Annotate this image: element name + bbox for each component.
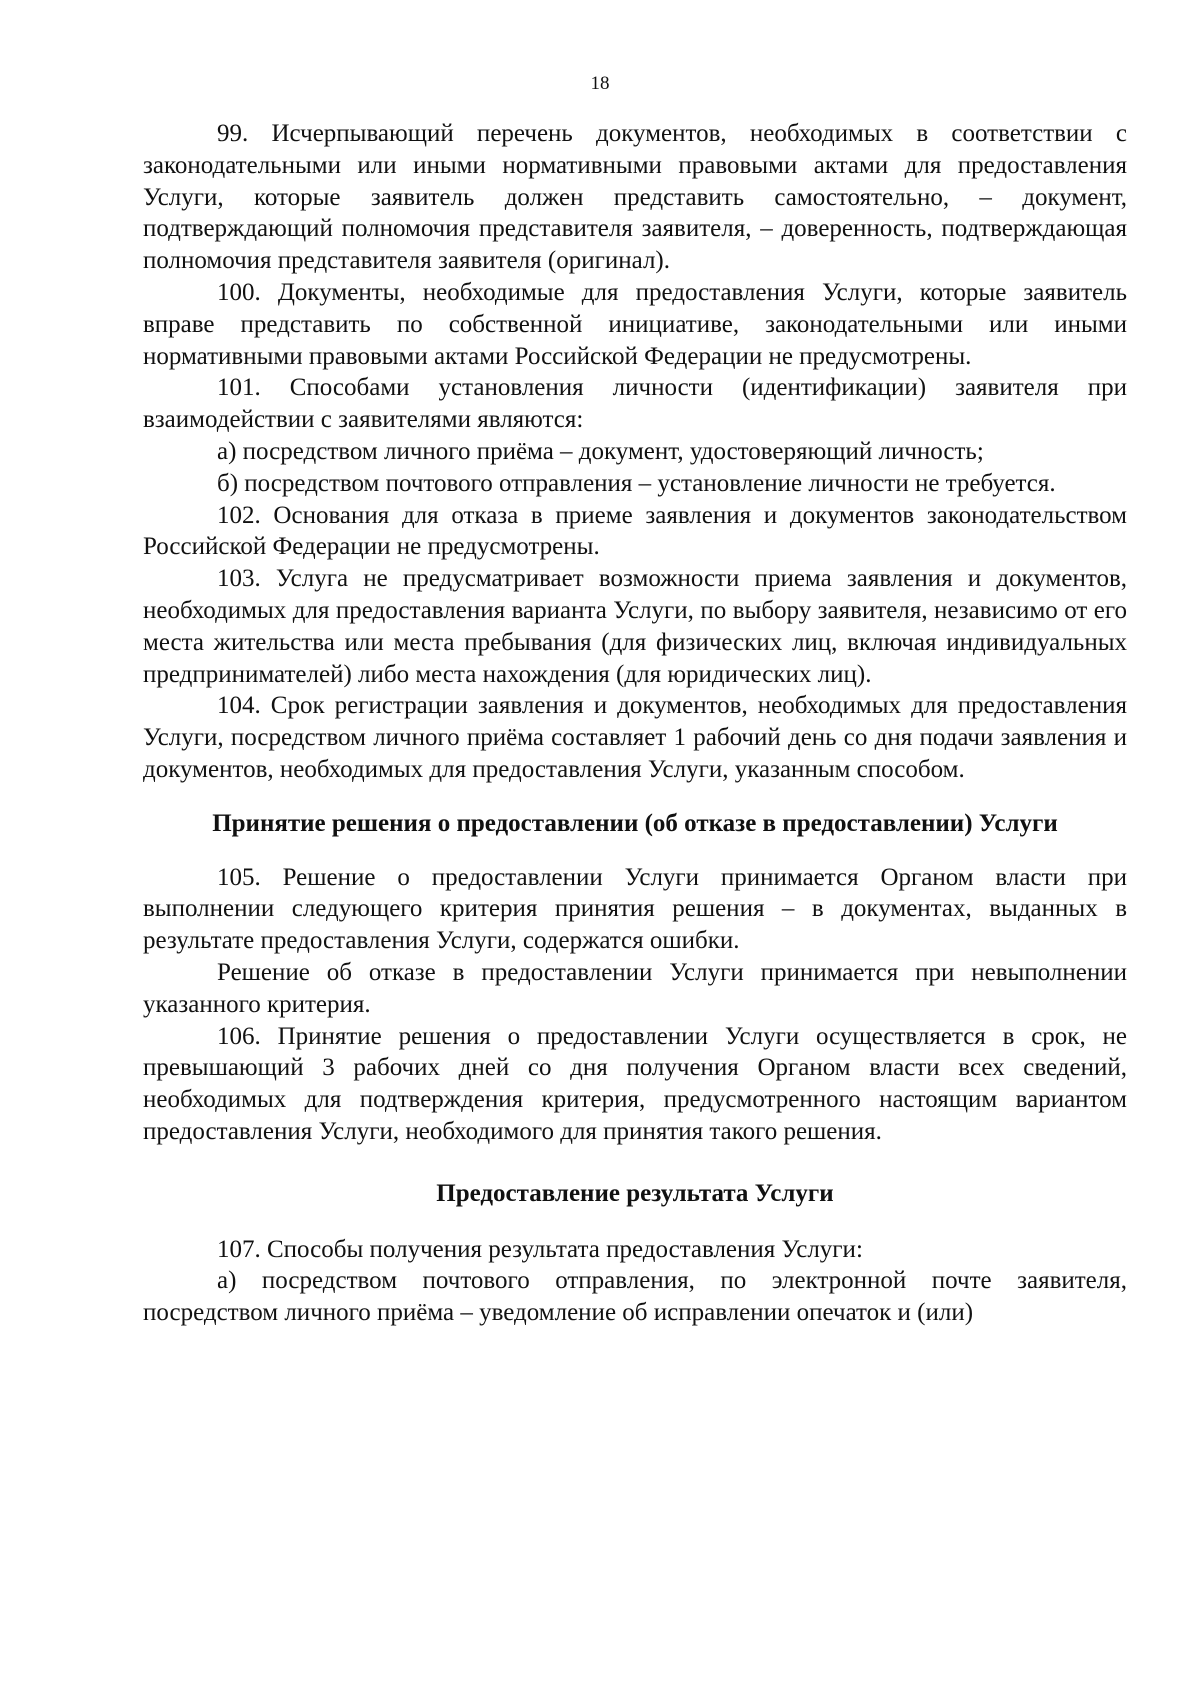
section-heading-decision: Принятие решения о предоставлении (об отказе в предоставлении) Услуги [212, 809, 1058, 837]
page-number: 18 [590, 73, 610, 94]
paragraph-103: 103. Услуга не предусматривает возможности приема заявления и документов, необходимых для предоставления варианта Услуги, по выбору заявителя, независимо от его места жительства или места пребывания (для физических лиц, включая индивидуальных предпринимателей) либо места нахождения (для юридических лиц). [143, 565, 1127, 688]
paragraph-99: 99. Исчерпывающий перечень документов, необходимых в соответствии с законодательными или иными нормативными правовыми актами для предоставления Услуги, которые заявитель должен представить самостоятельно, – документ, подтверждающий полномочия представителя заявителя, – доверенность, подтверждающая полномочия представителя заявителя (оригинал). [143, 120, 1127, 275]
paragraph-107: 107. Способы получения результата предоставления Услуги: [217, 1235, 863, 1263]
paragraph-101-a: а) посредством личного приёма – документ, удостоверяющий личность; [217, 437, 984, 465]
paragraph-100: 100. Документы, необходимые для предоставления Услуги, которые заявитель вправе представить по собственной инициативе, законодательными или иными нормативными правовыми актами Российской Федерации не предусмотрены. [143, 278, 1127, 370]
document-body [143, 118, 1127, 1329]
paragraph-102: 102. Основания для отказа в приеме заявления и документов законодательством Российской Федерации не предусмотрены. [143, 501, 1127, 561]
paragraph-104: 104. Срок регистрации заявления и документов, необходимых для предоставления Услуги, посредством личного приёма составляет 1 рабочий день со дня подачи заявления и документов, необходимых для предоставления Услуги, указанным способом. [143, 692, 1127, 783]
paragraph-105-refusal: Решение об отказе в предоставлении Услуги принимается при невыполнении указанного критерия. [143, 958, 1127, 1018]
paragraph-105: 105. Решение о предоставлении Услуги принимается Органом власти при выполнении следующего критерия принятия решения – в документах, выданных в результате предоставления Услуги, содержатся ошибки. [143, 863, 1127, 955]
paragraph-106: 106. Принятие решения о предоставлении Услуги осуществляется в срок, не превышающий 3 рабочих дней со дня получения Органом власти всех сведений, необходимых для подтверждения критерия, предусмотренного настоящим вариантом предоставления Услуги, необходимого для принятия такого решения. [143, 1022, 1127, 1145]
section-heading-result: Предоставление результата Услуги [436, 1179, 834, 1207]
paragraph-107-a: а) посредством почтового отправления, по электронной почте заявителя, посредством личного приёма – уведомление об исправлении опечаток и (или) [143, 1267, 1127, 1327]
paragraph-101-b: б) посредством почтового отправления – установление личности не требуется. [217, 469, 1056, 497]
paragraph-101: 101. Способами установления личности (идентификации) заявителя при взаимодействии с заявителями являются: [143, 374, 1127, 434]
